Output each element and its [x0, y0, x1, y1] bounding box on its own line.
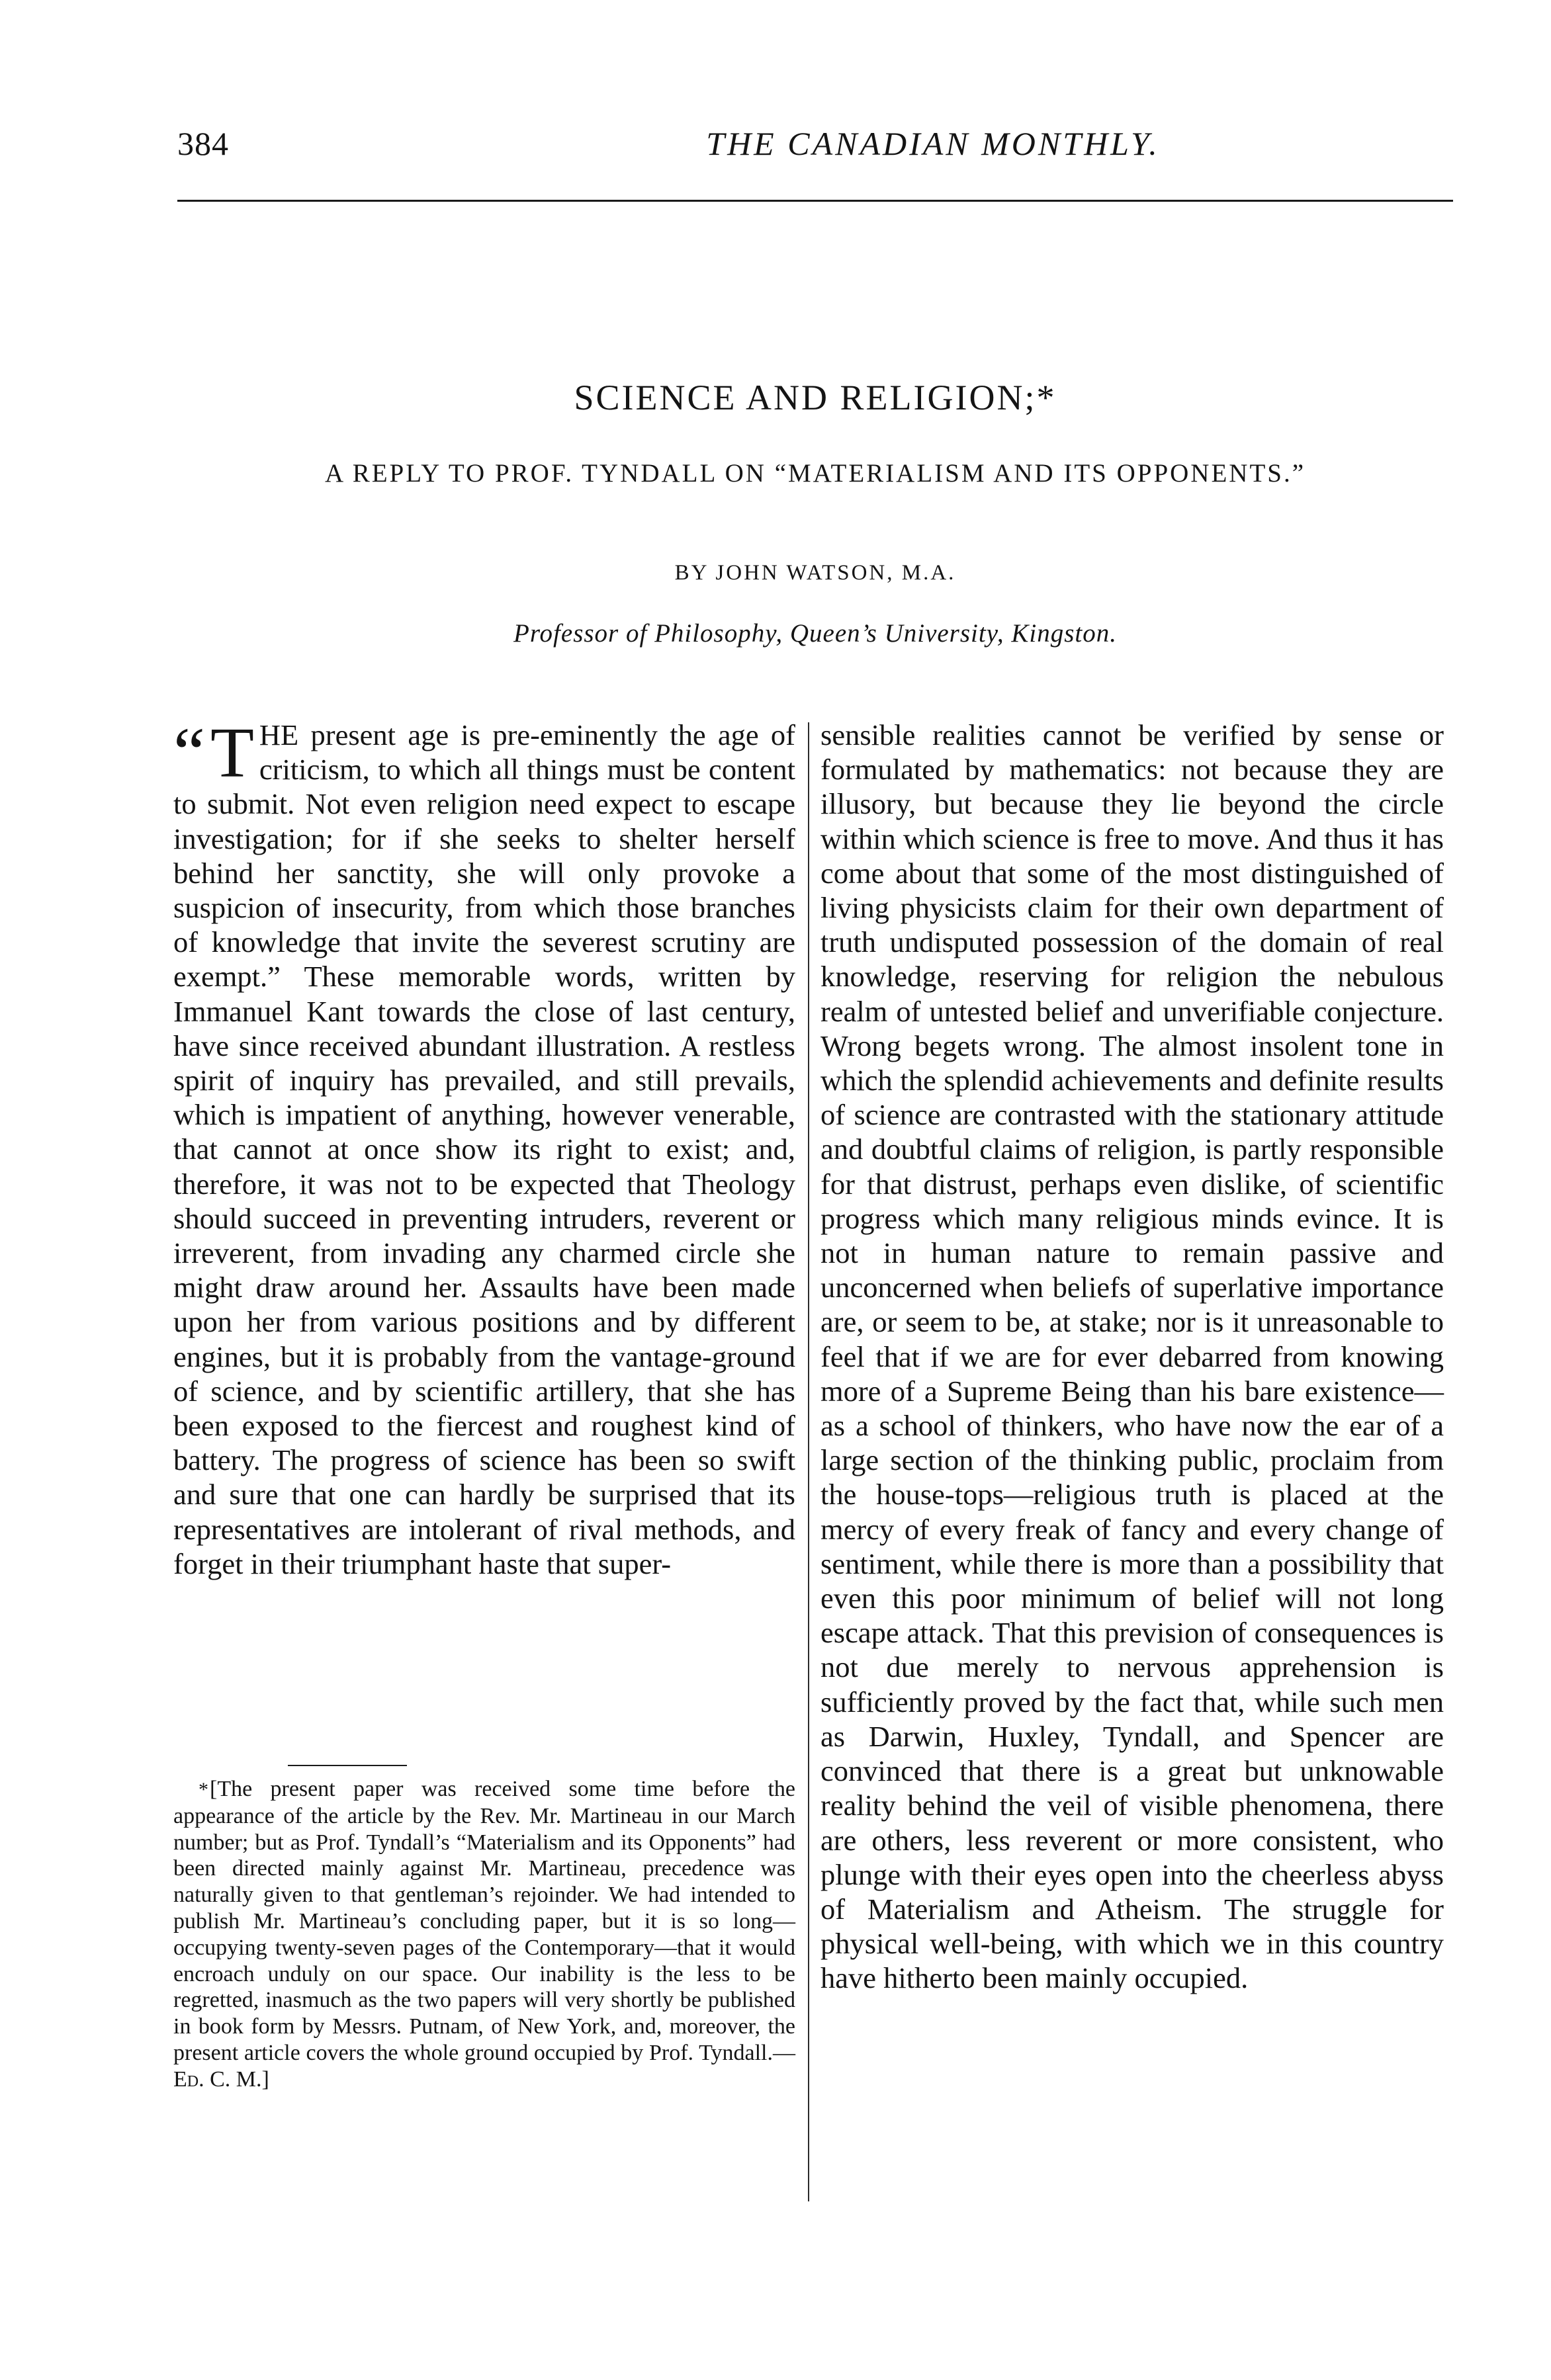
opening-quote: “: [173, 714, 205, 792]
right-column: [820, 718, 1444, 1996]
page-number: 384: [177, 125, 229, 162]
right-column-text: sensible realities cannot be verified by sense or formulated by mathematics: not because they are illusory, but because they lie beyond the circle within which science is free to move. And thus it has come about that some of the most distinguished of living physicists claim for their own department of truth undisputed possession of the domain of real knowledge, reserving for religion the nebulous realm of untested belief and unverifiable conjecture. Wrong begets wrong. The almost insolent tone in which the splendid achievements and definite results of science are contrasted with the stationary attitude and doubtful claims of religion, is partly responsible for that distrust, perhaps even dislike, of scientific progress which many religious minds evince. It is not in human nature to remain passive and unconcerned when beliefs of superlative importance are, or seem to be, at stake; nor is it unreasonable to feel that if we are for ever debarred from knowing more of a Supreme Being than his bare existence—as a school of thinkers, who have now the ear of a large section of the thinking public, proclaim from the house-tops—religious truth is placed at the mercy of every freak of fancy and every change of sentiment, while there is more than a possibility that even this poor minimum of belief will not long escape attack. That this prevision of consequences is not due merely to nervous apprehension is sufficiently proved by the fact that, while such men as Darwin, Huxley, Tyndall, and Spencer are convinced that there is a great but unknowable reality behind the veil of visible phenomena, there are others, less reverent or more consistent, who plunge with their eyes open into the cheerless abyss of Materialism and Atheism. The struggle for physical well-being, with which we in this country have hitherto been mainly occupied.: [820, 718, 1444, 1995]
left-column-text: HE present age is pre-eminently the age of criticism, to which all things must be content to submit. Not even religion need expect to escape investigation; for if she seeks to shelter herself behind her sanctity, she will only provoke a suspicion of insecurity, from which those branches of knowledge that invite the severest scrutiny are exempt.” These memorable words, written by Immanuel Kant towards the close of last century, have since received abundant illustration. A restless spirit of inquiry has prevailed, and still prevails, which is impatient of anything, however venerable, that cannot at once show its right to exist; and, therefore, it was not to be expected that Theology should succeed in preventing intruders, reverent or irreverent, from invading any charmed circle she might draw around her. Assaults have been made upon her from various positions and by different engines, but it is probably from the vantage-ground of science, and by scientific artillery, that she has been exposed to the fiercest and roughest kind of battery. The progress of science has been so swift and sure that one can hardly be surprised that its representatives are intolerant of rival methods, and forget in their triumphant haste that super-: [173, 718, 795, 1580]
drop-cap: [173, 714, 254, 792]
footnote-rule: [288, 1765, 407, 1766]
author-byline: BY JOHN WATSON, M.A.: [674, 561, 956, 585]
column-divider: [808, 722, 809, 2201]
left-column-paragraph: [173, 714, 795, 1581]
author-affiliation: Professor of Philosophy, Queen’s University, Kingston.: [513, 619, 1117, 648]
drop-cap-letter: T: [210, 714, 254, 792]
footnote: [173, 1776, 795, 2093]
article-subtitle: A REPLY TO PROF. TYNDALL ON “MATERIALISM AND ITS OPPONENTS.”: [324, 459, 1306, 488]
header-rule: [177, 200, 1453, 202]
running-title: THE CANADIAN MONTHLY.: [706, 125, 1160, 162]
left-column: [173, 714, 795, 1581]
editor-signature: Ed. C. M.]: [173, 2066, 269, 2092]
article-title: SCIENCE AND RELIGION;*: [574, 378, 1057, 417]
footnote-marker: *: [199, 1779, 208, 1801]
footnote-text: [The present paper was received some time before the appearance of the article by the Rev. Mr. Martineau in our March number; but as Prof. Tyndall’s “Materialism and its Opponents” had been directed mainly against Mr. Martineau, precedence was naturally given to that gentleman’s rejoinder. We had intended to publish Mr. Martineau’s concluding paper, but it is so long—occupying twenty-seven pages of the Contemporary—that it would encroach unduly on our space. Our inability is the less to be regretted, inasmuch as the two papers will very shortly be published in book form by Messrs. Putnam, of New York, and, moreover, the present article covers the whole ground occupied by Prof. Tyndall.—: [173, 1777, 795, 2065]
